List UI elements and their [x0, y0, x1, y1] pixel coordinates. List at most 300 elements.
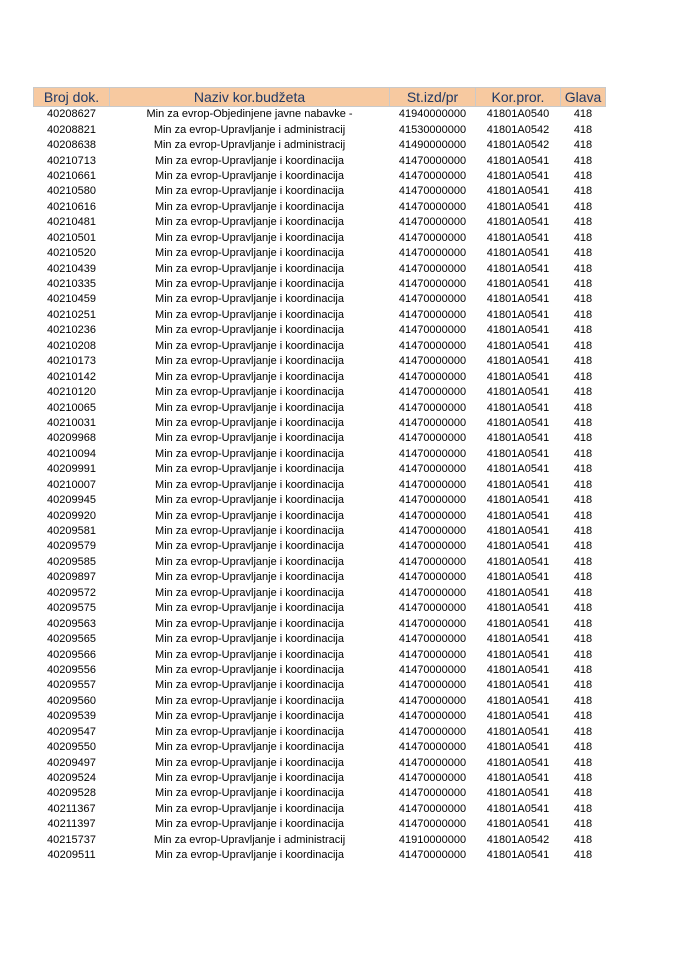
cell-broj-dok: 40209920 [47, 509, 96, 522]
cell-naziv: Min za evrop-Upravljanje i koordinacija [155, 169, 344, 182]
cell-broj-dok: 40209945 [47, 494, 96, 507]
cell-st-izd-pr: 41470000000 [398, 154, 467, 167]
cell-st-izd-pr: 41470000000 [398, 293, 467, 306]
cell-kor-pror: 41801A0541 [486, 525, 550, 538]
table-row [34, 755, 606, 770]
cell-broj-dok: 40210481 [47, 216, 96, 229]
cell-broj-dok: 40209581 [47, 525, 96, 538]
cell-glava: 418 [573, 401, 593, 414]
table-row [34, 138, 606, 153]
table-row [34, 616, 606, 631]
cell-naziv: Min za evrop-Upravljanje i koordinacija [155, 555, 344, 568]
table-row [34, 400, 606, 415]
cell-st-izd-pr: 41470000000 [398, 308, 467, 321]
table-row [34, 122, 606, 137]
cell-glava: 418 [573, 787, 593, 800]
cell-glava: 418 [573, 756, 593, 769]
cell-kor-pror: 41801A0541 [486, 386, 550, 399]
cell-naziv: Min za evrop-Upravljanje i koordinacija [155, 617, 344, 630]
cell-kor-pror: 41801A0541 [486, 355, 550, 368]
cell-broj-dok: 40209563 [47, 617, 96, 630]
cell-kor-pror: 41801A0541 [486, 447, 550, 460]
table-row [34, 416, 606, 431]
cell-broj-dok: 40209497 [47, 756, 96, 769]
table-row [34, 508, 606, 523]
cell-naziv: Min za evrop-Upravljanje i koordinacija [155, 478, 344, 491]
cell-broj-dok: 40209575 [47, 602, 96, 615]
cell-kor-pror: 41801A0541 [486, 293, 550, 306]
header-naziv-kor-budzeta: Naziv kor.budžeta [110, 88, 390, 107]
cell-naziv: Min za evrop-Upravljanje i koordinacija [155, 416, 344, 429]
header-kor-pror: Kor.pror. [476, 88, 561, 107]
cell-glava: 418 [573, 108, 593, 121]
cell-broj-dok: 40210439 [47, 262, 96, 275]
table-row [34, 647, 606, 662]
cell-glava: 418 [573, 216, 593, 229]
cell-naziv: Min za evrop-Upravljanje i koordinacija [155, 308, 344, 321]
table-row [34, 385, 606, 400]
table-row [34, 493, 606, 508]
cell-st-izd-pr: 41470000000 [398, 432, 467, 445]
cell-kor-pror: 41801A0541 [486, 169, 550, 182]
cell-glava: 418 [573, 833, 593, 846]
table-row [34, 817, 606, 832]
cell-st-izd-pr: 41470000000 [398, 756, 467, 769]
table-row [34, 339, 606, 354]
cell-st-izd-pr: 41470000000 [398, 386, 467, 399]
cell-naziv: Min za evrop-Upravljanje i koordinacija [155, 772, 344, 785]
cell-naziv: Min za evrop-Upravljanje i administracij [153, 123, 346, 136]
cell-glava: 418 [573, 571, 593, 584]
cell-naziv: Min za evrop-Upravljanje i koordinacija [155, 231, 344, 244]
cell-kor-pror: 41801A0541 [486, 802, 550, 815]
cell-kor-pror: 41801A0541 [486, 262, 550, 275]
table-row [34, 231, 606, 246]
table-row [34, 709, 606, 724]
cell-naziv: Min za evrop-Upravljanje i koordinacija [155, 386, 344, 399]
cell-broj-dok: 40209547 [47, 725, 96, 738]
cell-naziv: Min za evrop-Upravljanje i koordinacija [155, 818, 344, 831]
cell-naziv: Min za evrop-Upravljanje i koordinacija [155, 370, 344, 383]
cell-glava: 418 [573, 139, 593, 152]
cell-broj-dok: 40210520 [47, 247, 96, 260]
table-row [34, 586, 606, 601]
cell-kor-pror: 41801A0541 [486, 633, 550, 646]
cell-kor-pror: 41801A0541 [486, 663, 550, 676]
cell-broj-dok: 40210713 [47, 154, 96, 167]
cell-st-izd-pr: 41470000000 [398, 262, 467, 275]
cell-glava: 418 [573, 555, 593, 568]
cell-naziv: Min za evrop-Upravljanje i koordinacija [155, 262, 344, 275]
cell-broj-dok: 40215737 [47, 833, 96, 846]
table-row [34, 447, 606, 462]
table-row [34, 462, 606, 477]
cell-naziv: Min za evrop-Upravljanje i koordinacija [155, 216, 344, 229]
cell-naziv: Min za evrop-Upravljanje i koordinacija [155, 401, 344, 414]
cell-broj-dok: 40211367 [47, 802, 96, 815]
cell-broj-dok: 40210120 [47, 386, 96, 399]
table-row [34, 184, 606, 199]
table-row [34, 570, 606, 585]
table-row [34, 308, 606, 323]
cell-kor-pror: 41801A0541 [486, 231, 550, 244]
cell-st-izd-pr: 41470000000 [398, 787, 467, 800]
cell-naziv: Min za evrop-Upravljanje i koordinacija [155, 787, 344, 800]
cell-glava: 418 [573, 123, 593, 136]
cell-glava: 418 [573, 617, 593, 630]
cell-kor-pror: 41801A0541 [486, 555, 550, 568]
cell-broj-dok: 40209897 [47, 571, 96, 584]
cell-glava: 418 [573, 447, 593, 460]
cell-broj-dok: 40209557 [47, 679, 96, 692]
cell-st-izd-pr: 41470000000 [398, 463, 467, 476]
table-row [34, 694, 606, 709]
cell-glava: 418 [573, 802, 593, 815]
table-row [34, 354, 606, 369]
table-row [34, 478, 606, 493]
cell-broj-dok: 40209572 [47, 586, 96, 599]
cell-kor-pror: 41801A0541 [486, 818, 550, 831]
cell-kor-pror: 41801A0541 [486, 741, 550, 754]
cell-broj-dok: 40209560 [47, 694, 96, 707]
cell-st-izd-pr: 41470000000 [398, 278, 467, 291]
cell-st-izd-pr: 41470000000 [398, 586, 467, 599]
cell-kor-pror: 41801A0542 [486, 139, 550, 152]
cell-naziv: Min za evrop-Upravljanje i koordinacija [155, 756, 344, 769]
cell-glava: 418 [573, 169, 593, 182]
cell-glava: 418 [573, 154, 593, 167]
cell-kor-pror: 41801A0541 [486, 540, 550, 553]
cell-glava: 418 [573, 247, 593, 260]
cell-naziv: Min za evrop-Upravljanje i koordinacija [155, 802, 344, 815]
cell-glava: 418 [573, 849, 593, 862]
header-st-izd-pr: St.izd/pr [390, 88, 476, 107]
cell-naziv: Min za evrop-Upravljanje i koordinacija [155, 247, 344, 260]
cell-kor-pror: 41801A0541 [486, 278, 550, 291]
cell-kor-pror: 41801A0541 [486, 432, 550, 445]
cell-kor-pror: 41801A0541 [486, 324, 550, 337]
cell-broj-dok: 40209511 [47, 849, 96, 862]
cell-st-izd-pr: 41470000000 [398, 818, 467, 831]
cell-kor-pror: 41801A0541 [486, 509, 550, 522]
cell-naziv: Min za evrop-Upravljanje i koordinacija [155, 154, 344, 167]
cell-naziv: Min za evrop-Upravljanje i koordinacija [155, 725, 344, 738]
cell-st-izd-pr: 41470000000 [398, 401, 467, 414]
cell-glava: 418 [573, 278, 593, 291]
cell-broj-dok: 40209585 [47, 555, 96, 568]
table-row [34, 107, 606, 123]
cell-kor-pror: 41801A0541 [486, 694, 550, 707]
table-row [34, 292, 606, 307]
cell-kor-pror: 41801A0541 [486, 710, 550, 723]
cell-st-izd-pr: 41470000000 [398, 540, 467, 553]
table-row [34, 663, 606, 678]
table-row [34, 431, 606, 446]
header-glava: Glava [561, 88, 606, 107]
cell-kor-pror: 41801A0541 [486, 463, 550, 476]
cell-broj-dok: 40210580 [47, 185, 96, 198]
cell-glava: 418 [573, 231, 593, 244]
cell-glava: 418 [573, 648, 593, 661]
cell-naziv: Min za evrop-Upravljanje i koordinacija [155, 339, 344, 352]
table-row [34, 632, 606, 647]
cell-st-izd-pr: 41470000000 [398, 185, 467, 198]
cell-naziv: Min za evrop-Upravljanje i koordinacija [155, 540, 344, 553]
cell-st-izd-pr: 41470000000 [398, 370, 467, 383]
cell-kor-pror: 41801A0540 [486, 108, 550, 121]
cell-st-izd-pr: 41530000000 [398, 123, 467, 136]
cell-naziv: Min za evrop-Upravljanje i koordinacija [155, 509, 344, 522]
cell-broj-dok: 40210236 [47, 324, 96, 337]
cell-glava: 418 [573, 633, 593, 646]
cell-st-izd-pr: 41470000000 [398, 772, 467, 785]
cell-st-izd-pr: 41470000000 [398, 555, 467, 568]
cell-naziv: Min za evrop-Upravljanje i koordinacija [155, 447, 344, 460]
cell-kor-pror: 41801A0541 [486, 586, 550, 599]
cell-naziv: Min za evrop-Upravljanje i koordinacija [155, 494, 344, 507]
cell-st-izd-pr: 41470000000 [398, 355, 467, 368]
cell-broj-dok: 40210142 [47, 370, 96, 383]
cell-broj-dok: 40210094 [47, 447, 96, 460]
cell-kor-pror: 41801A0541 [486, 370, 550, 383]
cell-st-izd-pr: 41470000000 [398, 648, 467, 661]
cell-st-izd-pr: 41470000000 [398, 216, 467, 229]
table-row [34, 786, 606, 801]
cell-glava: 418 [573, 710, 593, 723]
cell-broj-dok: 40209566 [47, 648, 96, 661]
cell-st-izd-pr: 41470000000 [398, 694, 467, 707]
table-row [34, 246, 606, 261]
cell-kor-pror: 41801A0541 [486, 494, 550, 507]
cell-glava: 418 [573, 494, 593, 507]
cell-kor-pror: 41801A0541 [486, 849, 550, 862]
cell-glava: 418 [573, 741, 593, 754]
cell-glava: 418 [573, 185, 593, 198]
cell-glava: 418 [573, 432, 593, 445]
cell-kor-pror: 41801A0541 [486, 185, 550, 198]
cell-kor-pror: 41801A0541 [486, 679, 550, 692]
cell-st-izd-pr: 41470000000 [398, 525, 467, 538]
cell-naziv: Min za evrop-Upravljanje i koordinacija [155, 694, 344, 707]
cell-st-izd-pr: 41470000000 [398, 509, 467, 522]
table-row [34, 323, 606, 338]
cell-glava: 418 [573, 586, 593, 599]
cell-glava: 418 [573, 772, 593, 785]
cell-st-izd-pr: 41470000000 [398, 663, 467, 676]
cell-st-izd-pr: 41470000000 [398, 247, 467, 260]
cell-st-izd-pr: 41470000000 [398, 849, 467, 862]
cell-naziv: Min za evrop-Upravljanje i koordinacija [155, 648, 344, 661]
cell-naziv: Min za evrop-Upravljanje i koordinacija [155, 324, 344, 337]
cell-glava: 418 [573, 509, 593, 522]
cell-broj-dok: 40209968 [47, 432, 96, 445]
cell-kor-pror: 41801A0541 [486, 617, 550, 630]
cell-naziv: Min za evrop-Upravljanje i koordinacija [155, 463, 344, 476]
table-row [34, 524, 606, 539]
table-row [34, 802, 606, 817]
cell-naziv: Min za evrop-Upravljanje i koordinacija [155, 679, 344, 692]
cell-kor-pror: 41801A0541 [486, 725, 550, 738]
cell-broj-dok: 40209550 [47, 741, 96, 754]
cell-kor-pror: 41801A0541 [486, 478, 550, 491]
cell-naziv: Min za evrop-Upravljanje i koordinacija [155, 741, 344, 754]
cell-st-izd-pr: 41470000000 [398, 725, 467, 738]
cell-glava: 418 [573, 679, 593, 692]
cell-st-izd-pr: 41470000000 [398, 169, 467, 182]
cell-naziv: Min za evrop-Upravljanje i koordinacija [155, 355, 344, 368]
cell-naziv: Min za evrop-Upravljanje i administracij [153, 833, 346, 846]
cell-kor-pror: 41801A0541 [486, 154, 550, 167]
cell-glava: 418 [573, 602, 593, 615]
cell-naziv: Min za evrop-Upravljanje i koordinacija [155, 293, 344, 306]
cell-broj-dok: 40209991 [47, 463, 96, 476]
cell-glava: 418 [573, 463, 593, 476]
table-row [34, 277, 606, 292]
cell-glava: 418 [573, 370, 593, 383]
cell-broj-dok: 40209556 [47, 663, 96, 676]
document-table [33, 87, 606, 863]
cell-naziv: Min za evrop-Upravljanje i koordinacija [155, 571, 344, 584]
cell-naziv: Min za evrop-Upravljanje i koordinacija [155, 602, 344, 615]
cell-naziv: Min za evrop-Upravljanje i koordinacija [155, 278, 344, 291]
cell-kor-pror: 41801A0541 [486, 756, 550, 769]
cell-broj-dok: 40209579 [47, 540, 96, 553]
cell-glava: 418 [573, 663, 593, 676]
table-row [34, 369, 606, 384]
cell-glava: 418 [573, 818, 593, 831]
cell-naziv: Min za evrop-Upravljanje i koordinacija [155, 200, 344, 213]
cell-glava: 418 [573, 339, 593, 352]
cell-broj-dok: 40208627 [47, 108, 96, 121]
cell-st-izd-pr: 41470000000 [398, 447, 467, 460]
table-row [34, 740, 606, 755]
cell-kor-pror: 41801A0541 [486, 247, 550, 260]
cell-glava: 418 [573, 694, 593, 707]
cell-kor-pror: 41801A0541 [486, 401, 550, 414]
cell-kor-pror: 41801A0542 [486, 123, 550, 136]
cell-naziv: Min za evrop-Upravljanje i koordinacija [155, 710, 344, 723]
cell-kor-pror: 41801A0541 [486, 787, 550, 800]
cell-glava: 418 [573, 308, 593, 321]
cell-broj-dok: 40210208 [47, 339, 96, 352]
cell-kor-pror: 41801A0541 [486, 216, 550, 229]
cell-kor-pror: 41801A0541 [486, 308, 550, 321]
table-row [34, 539, 606, 554]
table-row [34, 200, 606, 215]
cell-st-izd-pr: 41470000000 [398, 741, 467, 754]
cell-st-izd-pr: 41470000000 [398, 324, 467, 337]
cell-broj-dok: 40210173 [47, 355, 96, 368]
cell-naziv: Min za evrop-Upravljanje i koordinacija [155, 525, 344, 538]
header-row [34, 88, 606, 107]
cell-st-izd-pr: 41470000000 [398, 710, 467, 723]
table-row [34, 833, 606, 848]
table-row [34, 601, 606, 616]
table-row [34, 678, 606, 693]
table-row [34, 848, 606, 863]
cell-glava: 418 [573, 386, 593, 399]
cell-broj-dok: 40210459 [47, 293, 96, 306]
cell-kor-pror: 41801A0542 [486, 833, 550, 846]
cell-glava: 418 [573, 416, 593, 429]
cell-glava: 418 [573, 324, 593, 337]
cell-broj-dok: 40209528 [47, 787, 96, 800]
cell-broj-dok: 40210065 [47, 401, 96, 414]
cell-st-izd-pr: 41470000000 [398, 494, 467, 507]
cell-naziv: Min za evrop-Upravljanje i koordinacija [155, 849, 344, 862]
cell-glava: 418 [573, 525, 593, 538]
cell-broj-dok: 40210031 [47, 416, 96, 429]
cell-broj-dok: 40210335 [47, 278, 96, 291]
table-row [34, 215, 606, 230]
table-row [34, 555, 606, 570]
cell-st-izd-pr: 41470000000 [398, 617, 467, 630]
cell-naziv: Min za evrop-Upravljanje i koordinacija [155, 185, 344, 198]
cell-glava: 418 [573, 200, 593, 213]
cell-kor-pror: 41801A0541 [486, 571, 550, 584]
cell-st-izd-pr: 41470000000 [398, 200, 467, 213]
cell-naziv: Min za evrop-Upravljanje i koordinacija [155, 432, 344, 445]
cell-st-izd-pr: 41470000000 [398, 339, 467, 352]
cell-broj-dok: 40210251 [47, 308, 96, 321]
table-row [34, 725, 606, 740]
cell-st-izd-pr: 41470000000 [398, 679, 467, 692]
table-row [34, 169, 606, 184]
table-row [34, 153, 606, 168]
cell-naziv: Min za evrop-Upravljanje i koordinacija [155, 586, 344, 599]
cell-naziv: Min za evrop-Objedinjene javne nabavke - [146, 108, 353, 121]
cell-kor-pror: 41801A0541 [486, 772, 550, 785]
cell-st-izd-pr: 41470000000 [398, 802, 467, 815]
cell-kor-pror: 41801A0541 [486, 648, 550, 661]
cell-broj-dok: 40211397 [47, 818, 96, 831]
cell-st-izd-pr: 41940000000 [398, 108, 467, 121]
cell-kor-pror: 41801A0541 [486, 602, 550, 615]
cell-kor-pror: 41801A0541 [486, 339, 550, 352]
cell-st-izd-pr: 41470000000 [398, 478, 467, 491]
cell-glava: 418 [573, 262, 593, 275]
cell-st-izd-pr: 41470000000 [398, 231, 467, 244]
cell-broj-dok: 40210501 [47, 231, 96, 244]
cell-kor-pror: 41801A0541 [486, 200, 550, 213]
cell-glava: 418 [573, 725, 593, 738]
cell-glava: 418 [573, 478, 593, 491]
cell-broj-dok: 40209539 [47, 710, 96, 723]
table-row [34, 771, 606, 786]
cell-st-izd-pr: 41470000000 [398, 602, 467, 615]
cell-broj-dok: 40210661 [47, 169, 96, 182]
cell-naziv: Min za evrop-Upravljanje i administracij [153, 139, 346, 152]
cell-st-izd-pr: 41470000000 [398, 571, 467, 584]
cell-naziv: Min za evrop-Upravljanje i koordinacija [155, 663, 344, 676]
cell-broj-dok: 40208638 [47, 139, 96, 152]
cell-kor-pror: 41801A0541 [486, 416, 550, 429]
cell-naziv: Min za evrop-Upravljanje i koordinacija [155, 633, 344, 646]
cell-broj-dok: 40209524 [47, 772, 96, 785]
cell-glava: 418 [573, 293, 593, 306]
cell-glava: 418 [573, 355, 593, 368]
cell-broj-dok: 40208821 [47, 123, 96, 136]
header-broj-dok: Broj dok. [34, 88, 110, 107]
cell-st-izd-pr: 41490000000 [398, 139, 467, 152]
cell-glava: 418 [573, 540, 593, 553]
cell-st-izd-pr: 41470000000 [398, 416, 467, 429]
cell-broj-dok: 40210616 [47, 200, 96, 213]
cell-st-izd-pr: 41470000000 [398, 633, 467, 646]
cell-st-izd-pr: 41910000000 [398, 833, 467, 846]
cell-broj-dok: 40209565 [47, 633, 96, 646]
cell-broj-dok: 40210007 [47, 478, 96, 491]
